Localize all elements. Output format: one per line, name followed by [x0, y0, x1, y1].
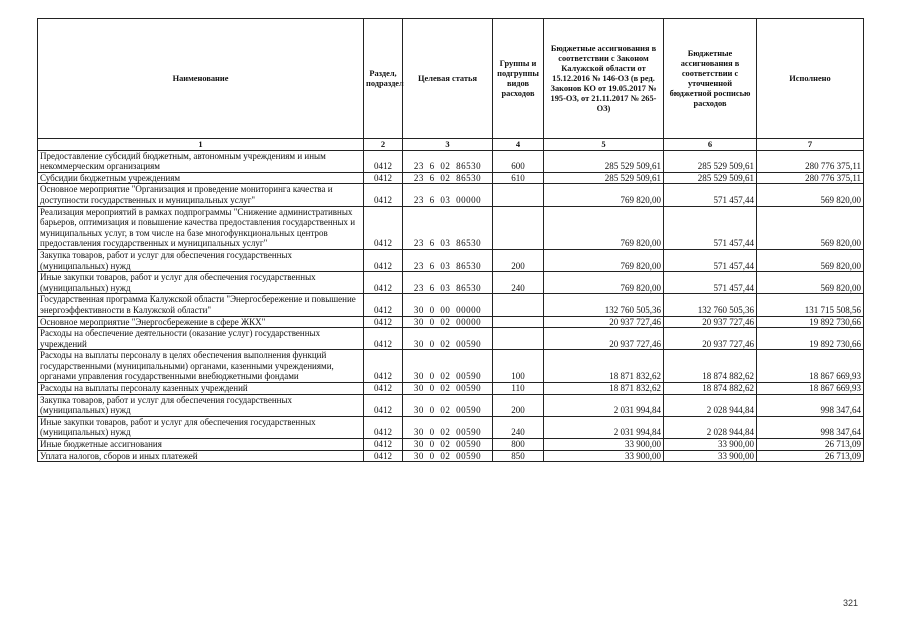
row-section: 0412 [364, 249, 403, 271]
row-group: 100 [493, 350, 544, 383]
row-target: 23 6 03 86530 [403, 249, 493, 271]
row-target: 23 6 03 86530 [403, 206, 493, 249]
row-target: 30 0 00 00000 [403, 294, 493, 316]
row-law-amount: 20 937 727,46 [544, 316, 664, 328]
row-group [493, 184, 544, 206]
row-refined-amount: 571 457,44 [664, 206, 757, 249]
row-section: 0412 [364, 394, 403, 416]
header-group: Группы и подгруппы видов расходов [493, 19, 544, 139]
row-executed-amount: 26 713,09 [757, 439, 864, 451]
row-law-amount: 18 871 832,62 [544, 350, 664, 383]
table-row [38, 439, 864, 451]
table-row [38, 394, 864, 416]
row-refined-amount: 2 028 944,84 [664, 394, 757, 416]
header-section: Раздел, подраздел [364, 19, 403, 139]
row-target: 30 0 02 00590 [403, 450, 493, 462]
header-law: Бюджетные ассигнования в соответствии с Законом Калужской области от 15.12.2016 № 146-ОЗ (в ред. Законов КО от 19.05.2017 № 195-ОЗ, от 21.11.2017 № 265-ОЗ) [544, 19, 664, 139]
row-section: 0412 [364, 350, 403, 383]
header-refined: Бюджетные ассигнования в соответствии с уточненной бюджетной росписью расходов [664, 19, 757, 139]
column-number: 2 [364, 139, 403, 151]
row-target: 30 0 02 00590 [403, 383, 493, 395]
table-row [38, 328, 864, 350]
row-name: Основное мероприятие "Энергосбережение в сфере ЖКХ" [38, 316, 364, 328]
row-refined-amount: 20 937 727,46 [664, 328, 757, 350]
row-target: 30 0 02 00590 [403, 350, 493, 383]
row-target: 30 0 02 00000 [403, 316, 493, 328]
table-row [38, 450, 864, 462]
row-name: Расходы на выплаты персоналу в целях обеспечения выполнения функций государственными (муниципальными) органами, казенными учреждениями, органами управления государственными внебюджетными фондами [38, 350, 364, 383]
row-refined-amount: 18 874 882,62 [664, 350, 757, 383]
row-group [493, 206, 544, 249]
row-group [493, 294, 544, 316]
row-executed-amount: 569 820,00 [757, 206, 864, 249]
row-section: 0412 [364, 206, 403, 249]
table-row [38, 416, 864, 438]
row-executed-amount: 280 776 375,11 [757, 150, 864, 172]
row-executed-amount: 280 776 375,11 [757, 172, 864, 184]
row-section: 0412 [364, 294, 403, 316]
row-refined-amount: 285 529 509,61 [664, 172, 757, 184]
row-refined-amount: 132 760 505,36 [664, 294, 757, 316]
budget-table [37, 18, 864, 462]
row-law-amount: 18 871 832,62 [544, 383, 664, 395]
row-refined-amount: 2 028 944,84 [664, 416, 757, 438]
row-group: 600 [493, 150, 544, 172]
row-law-amount: 769 820,00 [544, 249, 664, 271]
row-law-amount: 769 820,00 [544, 206, 664, 249]
table-row [38, 272, 864, 294]
header-name: Наименование [38, 19, 364, 139]
row-refined-amount: 571 457,44 [664, 184, 757, 206]
row-executed-amount: 18 867 669,93 [757, 350, 864, 383]
row-law-amount: 285 529 509,61 [544, 150, 664, 172]
page-number: 321 [843, 598, 859, 608]
row-law-amount: 132 760 505,36 [544, 294, 664, 316]
row-name: Субсидии бюджетным учреждениям [38, 172, 364, 184]
row-section: 0412 [364, 383, 403, 395]
row-target: 30 0 02 00590 [403, 328, 493, 350]
row-group: 200 [493, 394, 544, 416]
row-target: 23 6 02 86530 [403, 150, 493, 172]
row-executed-amount: 131 715 508,56 [757, 294, 864, 316]
row-law-amount: 33 900,00 [544, 439, 664, 451]
row-group: 850 [493, 450, 544, 462]
row-law-amount: 20 937 727,46 [544, 328, 664, 350]
column-number: 3 [403, 139, 493, 151]
row-group: 240 [493, 416, 544, 438]
row-name: Государственная программа Калужской области "Энергосбережение и повышение энергоэффективности в Калужской области" [38, 294, 364, 316]
row-section: 0412 [364, 328, 403, 350]
row-executed-amount: 19 892 730,66 [757, 328, 864, 350]
row-group: 240 [493, 272, 544, 294]
row-group [493, 316, 544, 328]
row-refined-amount: 33 900,00 [664, 450, 757, 462]
row-target: 30 0 02 00590 [403, 416, 493, 438]
row-executed-amount: 998 347,64 [757, 416, 864, 438]
row-law-amount: 2 031 994,84 [544, 394, 664, 416]
row-section: 0412 [364, 172, 403, 184]
row-name: Закупка товаров, работ и услуг для обеспечения государственных (муниципальных) нужд [38, 394, 364, 416]
table-row [38, 350, 864, 383]
table-row [38, 383, 864, 395]
column-number: 1 [38, 139, 364, 151]
row-refined-amount: 33 900,00 [664, 439, 757, 451]
row-name: Иные закупки товаров, работ и услуг для обеспечения государственных (муниципальных) нужд [38, 272, 364, 294]
column-number: 5 [544, 139, 664, 151]
row-executed-amount: 569 820,00 [757, 249, 864, 271]
row-target: 23 6 03 00000 [403, 184, 493, 206]
row-name: Иные бюджетные ассигнования [38, 439, 364, 451]
row-target: 23 6 02 86530 [403, 172, 493, 184]
row-executed-amount: 26 713,09 [757, 450, 864, 462]
row-section: 0412 [364, 416, 403, 438]
table-row [38, 150, 864, 172]
row-law-amount: 769 820,00 [544, 272, 664, 294]
column-number: 4 [493, 139, 544, 151]
row-group: 110 [493, 383, 544, 395]
row-section: 0412 [364, 150, 403, 172]
table-row [38, 184, 864, 206]
table-row [38, 294, 864, 316]
table-row [38, 316, 864, 328]
row-group [493, 328, 544, 350]
row-name: Закупка товаров, работ и услуг для обеспечения государственных (муниципальных) нужд [38, 249, 364, 271]
table-row [38, 249, 864, 271]
row-group: 610 [493, 172, 544, 184]
row-refined-amount: 285 529 509,61 [664, 150, 757, 172]
row-target: 30 0 02 00590 [403, 439, 493, 451]
row-executed-amount: 998 347,64 [757, 394, 864, 416]
row-law-amount: 2 031 994,84 [544, 416, 664, 438]
header-target: Целевая статья [403, 19, 493, 139]
column-number: 7 [757, 139, 864, 151]
row-section: 0412 [364, 450, 403, 462]
row-name: Основное мероприятие "Организация и проведение мониторинга качества и доступности государственных и муниципальных услуг" [38, 184, 364, 206]
row-name: Иные закупки товаров, работ и услуг для обеспечения государственных (муниципальных) нужд [38, 416, 364, 438]
table-row [38, 206, 864, 249]
row-target: 30 0 02 00590 [403, 394, 493, 416]
row-name: Расходы на обеспечение деятельности (оказание услуг) государственных учреждений [38, 328, 364, 350]
row-section: 0412 [364, 316, 403, 328]
row-refined-amount: 18 874 882,62 [664, 383, 757, 395]
table-row [38, 172, 864, 184]
row-executed-amount: 19 892 730,66 [757, 316, 864, 328]
row-law-amount: 33 900,00 [544, 450, 664, 462]
row-refined-amount: 571 457,44 [664, 272, 757, 294]
row-name: Реализация мероприятий в рамках подпрограммы "Снижение административных барьеров, оптимизация и повышение качества предоставления государственных и муниципальных услуг, в том числе на базе многофункциональных центров предоставления государственных и муниципальных услуг" [38, 206, 364, 249]
table-body [38, 150, 864, 462]
header-executed: Исполнено [757, 19, 864, 139]
row-name: Уплата налогов, сборов и иных платежей [38, 450, 364, 462]
row-refined-amount: 571 457,44 [664, 249, 757, 271]
row-group: 800 [493, 439, 544, 451]
row-name: Расходы на выплаты персоналу казенных учреждений [38, 383, 364, 395]
row-law-amount: 285 529 509,61 [544, 172, 664, 184]
row-target: 23 6 03 86530 [403, 272, 493, 294]
row-executed-amount: 569 820,00 [757, 272, 864, 294]
column-number-row [38, 139, 864, 151]
row-executed-amount: 18 867 669,93 [757, 383, 864, 395]
row-refined-amount: 20 937 727,46 [664, 316, 757, 328]
row-section: 0412 [364, 272, 403, 294]
row-name: Предоставление субсидий бюджетным, автономным учреждениям и иным некоммерческим организациям [38, 150, 364, 172]
header-row [38, 19, 864, 139]
row-law-amount: 769 820,00 [544, 184, 664, 206]
column-number: 6 [664, 139, 757, 151]
row-executed-amount: 569 820,00 [757, 184, 864, 206]
row-section: 0412 [364, 439, 403, 451]
row-section: 0412 [364, 184, 403, 206]
row-group: 200 [493, 249, 544, 271]
